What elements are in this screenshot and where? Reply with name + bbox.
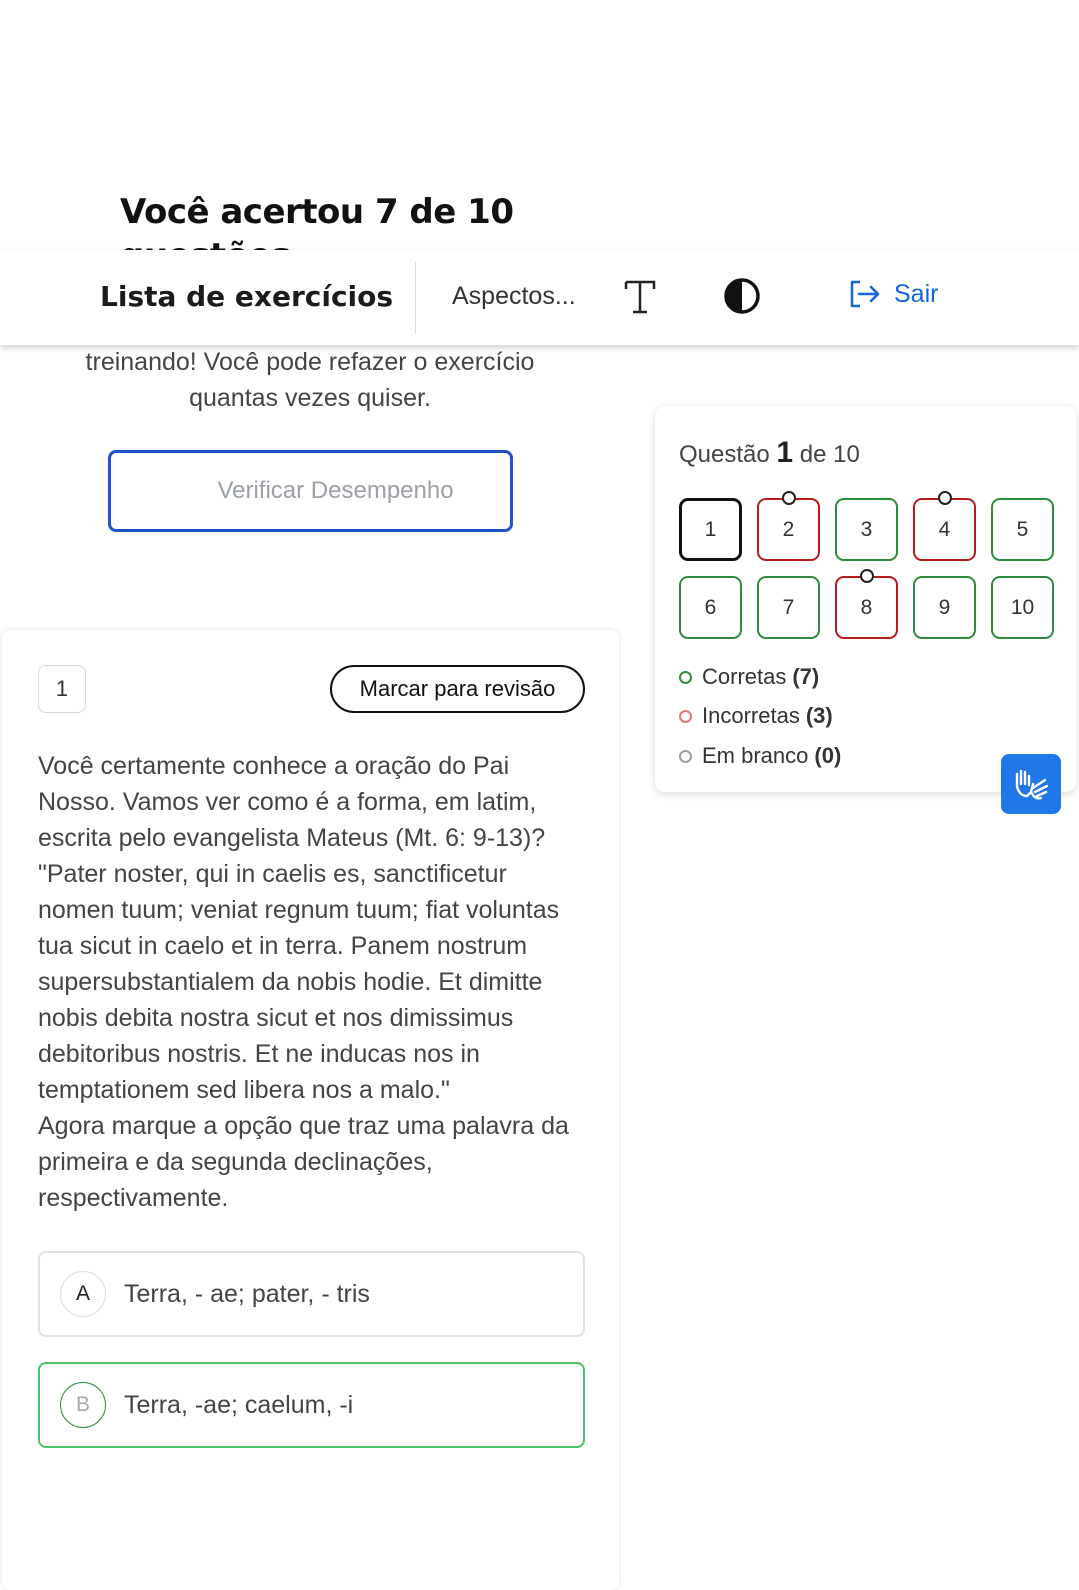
legend-dot [679, 710, 692, 723]
legend-incorrect [679, 703, 833, 729]
mark-for-review-button[interactable]: Marcar para revisão [330, 665, 585, 713]
question-nav-button-1[interactable]: 1 [679, 498, 742, 561]
heading-suffix: de 10 [799, 441, 860, 468]
aspects-dropdown[interactable]: Aspectos... [452, 282, 576, 310]
result-subtext-line1: treinando! Você pode refazer o exercício [85, 348, 535, 376]
result-subtext-line2: quantas vezes quiser. [189, 384, 431, 412]
question-nav-button-7[interactable]: 7 [757, 576, 820, 639]
question-paragraph: Você certamente conhece a oração do Pai Nosso. Vamos ver como é a forma, em latim, escrita pelo evangelista Mateus (Mt. 6: 9-13)? "Pater noster, qui in caelis es, sanctificetur nomen tuum; veniat regnum tuum; fiat voluntas tua sicut in caelo et in terra. Panem nostrum supersubstantialem da nobis hodie. Et dimitte nobis debita nostra sicut et nos dimissimus debitoribus nostris. Et ne inducas nos in temptationem sed libera nos a malo." [38, 752, 560, 1104]
top-bar [0, 250, 1079, 345]
result-subtext [60, 344, 560, 416]
question-card [2, 630, 619, 1590]
sign-language-hands-icon [1011, 766, 1051, 802]
question-nav-button-5[interactable]: 5 [991, 498, 1054, 561]
font-size-button[interactable] [622, 276, 658, 319]
question-nav-button-8[interactable]: 8 [835, 576, 898, 639]
page-title: Lista de exercícios [100, 280, 394, 313]
legend-count: (0) [814, 743, 842, 768]
review-flag-icon [938, 491, 952, 505]
text-size-icon [622, 276, 658, 316]
heading-prefix: Questão [679, 441, 770, 468]
legend-dot [679, 750, 692, 763]
question-nav-button-4[interactable]: 4 [913, 498, 976, 561]
option-letter: A [60, 1271, 106, 1317]
legend-blank [679, 743, 841, 769]
option-a[interactable] [38, 1251, 585, 1337]
question-nav-button-10[interactable]: 10 [991, 576, 1054, 639]
question-nav-button-6[interactable]: 6 [679, 576, 742, 639]
exit-label: Sair [894, 279, 939, 308]
question-navigator [655, 406, 1076, 792]
navigator-heading [679, 436, 860, 470]
option-text: Terra, -ae; caelum, -i [124, 1390, 354, 1419]
question-number-badge: 1 [38, 665, 86, 713]
review-flag-icon [782, 491, 796, 505]
logout-icon [848, 278, 882, 310]
verify-performance-button[interactable]: Verificar Desempenho [108, 450, 513, 532]
legend-dot [679, 671, 692, 684]
libras-accessibility-button[interactable] [1001, 754, 1061, 814]
legend-count: (3) [805, 703, 833, 728]
question-text [38, 748, 588, 1216]
question-nav-button-3[interactable]: 3 [835, 498, 898, 561]
divider [415, 262, 416, 334]
contrast-icon [722, 276, 762, 316]
review-flag-icon [860, 569, 874, 583]
question-paragraph: Agora marque a opção que traz uma palavra da primeira e da segunda declinações, respectivamente. [38, 1112, 569, 1212]
result-title: Você acertou 7 de 10 [120, 192, 514, 232]
option-text: Terra, - ae; pater, - tris [124, 1279, 370, 1308]
current-question-number: 1 [776, 436, 794, 469]
legend-correct [679, 664, 819, 690]
legend-label: Incorretas [702, 703, 800, 728]
legend-count: (7) [792, 664, 820, 689]
legend-label: Corretas [702, 664, 787, 689]
exit-button[interactable] [848, 278, 938, 310]
question-nav-button-2[interactable]: 2 [757, 498, 820, 561]
question-nav-button-9[interactable]: 9 [913, 576, 976, 639]
contrast-button[interactable] [722, 276, 762, 319]
option-letter: B [60, 1382, 106, 1428]
legend-label: Em branco [702, 743, 809, 768]
option-b[interactable] [38, 1362, 585, 1448]
